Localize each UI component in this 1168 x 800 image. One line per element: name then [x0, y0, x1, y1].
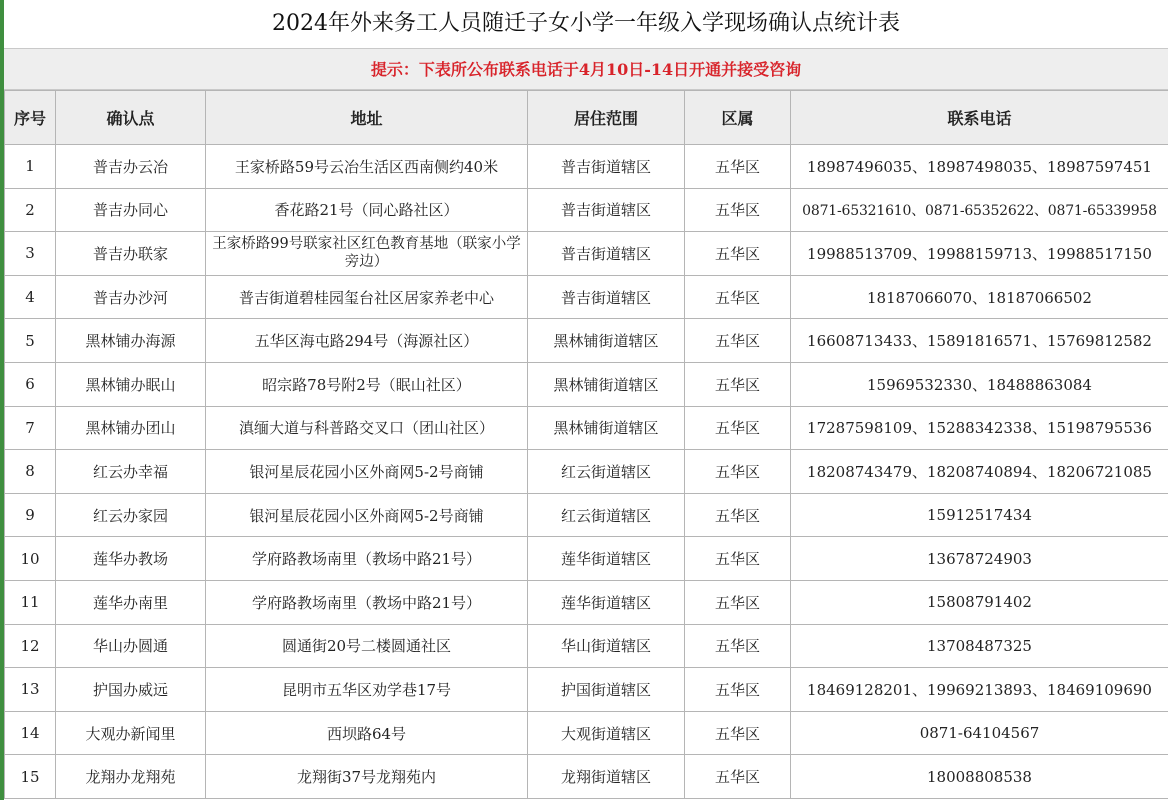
cell-phone[interactable]: 18469128201、19969213893、18469109690	[791, 668, 1168, 712]
cell-no[interactable]: 1	[5, 145, 56, 189]
cell-phone[interactable]: 18987496035、18987498035、18987597451	[791, 145, 1168, 189]
cell-phone[interactable]: 13678724903	[791, 537, 1168, 581]
cell-phone[interactable]: 0871-65321610、0871-65352622、0871-65339958	[791, 188, 1168, 232]
table-row	[5, 275, 1168, 319]
cell-site[interactable]: 龙翔办龙翔苑	[56, 755, 206, 799]
table-row	[5, 450, 1168, 494]
header-district[interactable]: 区属	[685, 91, 791, 145]
cell-no[interactable]: 12	[5, 624, 56, 668]
table-row	[5, 362, 1168, 406]
table-row	[5, 668, 1168, 712]
cell-site[interactable]: 普吉办同心	[56, 188, 206, 232]
cell-district[interactable]: 五华区	[685, 493, 791, 537]
cell-range[interactable]: 大观街道辖区	[528, 711, 685, 755]
cell-address[interactable]: 香花路21号（同心路社区）	[206, 188, 528, 232]
cell-address[interactable]: 学府路教场南里（教场中路21号）	[206, 580, 528, 624]
cell-range[interactable]: 龙翔街道辖区	[528, 755, 685, 799]
cell-no[interactable]: 11	[5, 580, 56, 624]
cell-site[interactable]: 护国办威远	[56, 668, 206, 712]
cell-no[interactable]: 10	[5, 537, 56, 581]
cell-phone[interactable]: 15912517434	[791, 493, 1168, 537]
cell-phone[interactable]: 15808791402	[791, 580, 1168, 624]
cell-no[interactable]: 6	[5, 362, 56, 406]
header-no[interactable]: 序号	[5, 91, 56, 145]
cell-district[interactable]: 五华区	[685, 362, 791, 406]
cell-site[interactable]: 普吉办云冶	[56, 145, 206, 189]
cell-no[interactable]: 5	[5, 319, 56, 363]
cell-site[interactable]: 黑林铺办团山	[56, 406, 206, 450]
notice-row: 提示：下表所公布联系电话于4月10日-14日开通并接受咨询	[4, 48, 1168, 90]
cell-no[interactable]: 8	[5, 450, 56, 494]
cell-district[interactable]: 五华区	[685, 580, 791, 624]
cell-no[interactable]: 13	[5, 668, 56, 712]
cell-district[interactable]: 五华区	[685, 668, 791, 712]
cell-no[interactable]: 7	[5, 406, 56, 450]
cell-phone[interactable]: 13708487325	[791, 624, 1168, 668]
cell-district[interactable]: 五华区	[685, 711, 791, 755]
cell-no[interactable]: 3	[5, 232, 56, 276]
cell-range[interactable]: 黑林铺街道辖区	[528, 319, 685, 363]
cell-phone[interactable]: 18208743479、18208740894、18206721085	[791, 450, 1168, 494]
cell-range[interactable]: 华山街道辖区	[528, 624, 685, 668]
cell-address[interactable]: 学府路教场南里（教场中路21号）	[206, 537, 528, 581]
cell-phone[interactable]: 18008808538	[791, 755, 1168, 799]
cell-district[interactable]: 五华区	[685, 319, 791, 363]
cell-address[interactable]: 五华区海屯路294号（海源社区）	[206, 319, 528, 363]
table-row	[5, 493, 1168, 537]
cell-site[interactable]: 莲华办教场	[56, 537, 206, 581]
cell-phone[interactable]: 18187066070、18187066502	[791, 275, 1168, 319]
cell-no[interactable]: 15	[5, 755, 56, 799]
cell-district[interactable]: 五华区	[685, 145, 791, 189]
cell-phone[interactable]: 15969532330、18488863084	[791, 362, 1168, 406]
page-title: 2024年外来务工人员随迁子女小学一年级入学现场确认点统计表	[4, 0, 1168, 48]
cell-site[interactable]: 红云办家园	[56, 493, 206, 537]
table-row	[5, 188, 1168, 232]
cell-range[interactable]: 普吉街道辖区	[528, 188, 685, 232]
cell-site[interactable]: 普吉办沙河	[56, 275, 206, 319]
cell-site[interactable]: 莲华办南里	[56, 580, 206, 624]
cell-range[interactable]: 普吉街道辖区	[528, 145, 685, 189]
cell-range[interactable]: 红云街道辖区	[528, 450, 685, 494]
cell-site[interactable]: 黑林铺办海源	[56, 319, 206, 363]
cell-site[interactable]: 华山办圆通	[56, 624, 206, 668]
cell-address[interactable]: 昭宗路78号附2号（眠山社区）	[206, 362, 528, 406]
table-row	[5, 624, 1168, 668]
cell-address[interactable]: 滇缅大道与科普路交叉口（团山社区）	[206, 406, 528, 450]
header-phone[interactable]: 联系电话	[791, 91, 1168, 145]
cell-range[interactable]: 莲华街道辖区	[528, 580, 685, 624]
table-row	[5, 406, 1168, 450]
cell-district[interactable]: 五华区	[685, 406, 791, 450]
table-row	[5, 232, 1168, 276]
cell-address[interactable]: 普吉街道碧桂园玺台社区居家养老中心	[206, 275, 528, 319]
cell-phone[interactable]: 17287598109、15288342338、15198795536	[791, 406, 1168, 450]
header-site[interactable]: 确认点	[56, 91, 206, 145]
cell-district[interactable]: 五华区	[685, 188, 791, 232]
cell-site[interactable]: 大观办新闻里	[56, 711, 206, 755]
cell-site[interactable]: 普吉办联家	[56, 232, 206, 276]
cell-range[interactable]: 红云街道辖区	[528, 493, 685, 537]
cell-phone[interactable]: 16608713433、15891816571、15769812582	[791, 319, 1168, 363]
cell-range[interactable]: 普吉街道辖区	[528, 232, 685, 276]
cell-phone[interactable]: 0871-64104567	[791, 711, 1168, 755]
cell-address[interactable]: 王家桥路99号联家社区红色教育基地（联家小学旁边）	[206, 232, 528, 276]
cell-district[interactable]: 五华区	[685, 450, 791, 494]
site-table	[4, 90, 1168, 799]
cell-range[interactable]: 莲华街道辖区	[528, 537, 685, 581]
cell-address[interactable]: 昆明市五华区劝学巷17号	[206, 668, 528, 712]
cell-range[interactable]: 普吉街道辖区	[528, 275, 685, 319]
table-row	[5, 711, 1168, 755]
table-row	[5, 580, 1168, 624]
cell-district[interactable]: 五华区	[685, 232, 791, 276]
header-range[interactable]: 居住范围	[528, 91, 685, 145]
header-address[interactable]: 地址	[206, 91, 528, 145]
cell-address[interactable]: 圆通街20号二楼圆通社区	[206, 624, 528, 668]
cell-address[interactable]: 王家桥路59号云冶生活区西南侧约40米	[206, 145, 528, 189]
cell-address[interactable]: 龙翔街37号龙翔苑内	[206, 755, 528, 799]
cell-no[interactable]: 9	[5, 493, 56, 537]
cell-range[interactable]: 黑林铺街道辖区	[528, 362, 685, 406]
cell-district[interactable]: 五华区	[685, 755, 791, 799]
cell-district[interactable]: 五华区	[685, 624, 791, 668]
cell-range[interactable]: 护国街道辖区	[528, 668, 685, 712]
cell-district[interactable]: 五华区	[685, 537, 791, 581]
cell-address[interactable]: 银河星辰花园小区外商网5-2号商铺	[206, 450, 528, 494]
cell-range[interactable]: 黑林铺街道辖区	[528, 406, 685, 450]
cell-phone[interactable]: 19988513709、19988159713、19988517150	[791, 232, 1168, 276]
cell-address[interactable]: 银河星辰花园小区外商网5-2号商铺	[206, 493, 528, 537]
cell-no[interactable]: 14	[5, 711, 56, 755]
cell-site[interactable]: 黑林铺办眠山	[56, 362, 206, 406]
cell-address[interactable]: 西坝路64号	[206, 711, 528, 755]
table-row	[5, 145, 1168, 189]
header-row	[5, 91, 1168, 145]
table-row	[5, 755, 1168, 799]
table-row	[5, 319, 1168, 363]
table-row	[5, 537, 1168, 581]
cell-no[interactable]: 4	[5, 275, 56, 319]
cell-district[interactable]: 五华区	[685, 275, 791, 319]
cell-no[interactable]: 2	[5, 188, 56, 232]
cell-site[interactable]: 红云办幸福	[56, 450, 206, 494]
